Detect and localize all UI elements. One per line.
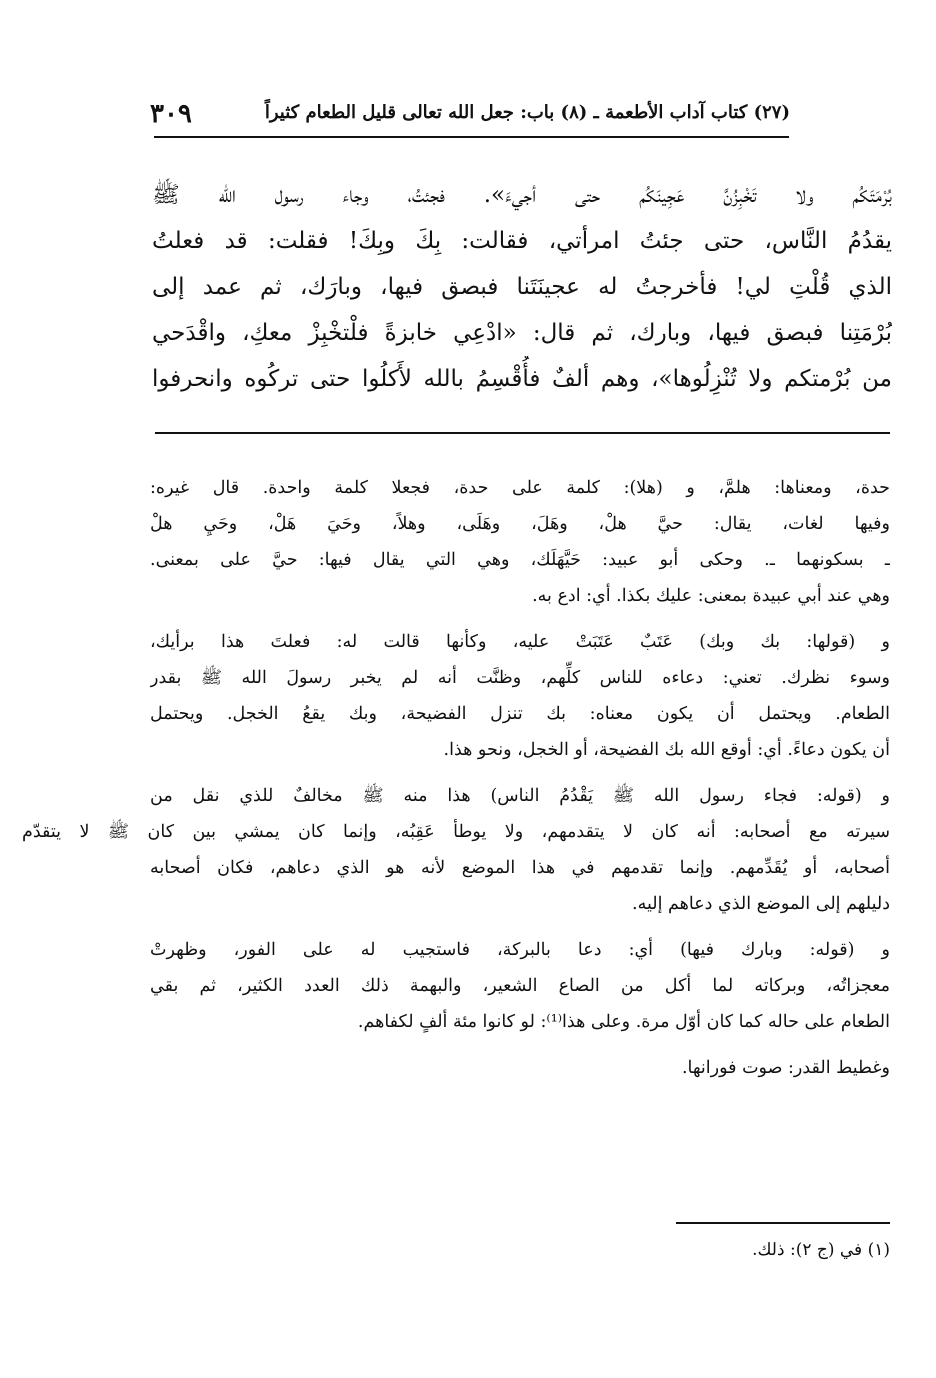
header-title: (٢٧) كتاب آداب الأطعمة ـ (٨) باب: جعل الله تعالى قليل الطعام كثيراً: [264, 102, 790, 123]
commentary-line: وفيها لغات، يقال: حيَّ هلْ، وهَلَ، وهَلَى، وهلاً، وحَيَ هَلْ، وحَيِ هلْ: [150, 514, 890, 534]
commentary-line: وغطيط القدر: صوت فورانها.: [681, 1058, 890, 1078]
commentary-line: وسوء نظرك. تعني: دعاءه للناس كلِّهم، وظنَّت أنه لم يخبر رسولَ الله ﷺ بقدر: [150, 668, 890, 688]
commentary-line: أن يكون دعاءً. أي: أوقع الله بك الفضيحة، أو الخجل، ونحو هذا.: [443, 740, 890, 760]
commentary-paragraph: [150, 1050, 890, 1086]
commentary-line: الطعام على حاله كما كان أوّل مرة. وعلى هذا⁽¹⁾: لو كانوا مئة ألفٍ لكفاهم.: [357, 1012, 890, 1032]
commentary-line: و (قوله: وبارك فيها) أي: دعا بالبركة، فاستجيب له على الفور، وظهرتْ: [150, 940, 890, 960]
hadith-line: بُرْمَتَكُم ولا تَخْبِزُنَّ عَجِينَكُم حتى أجيءَ». فجئتُ، وجاء رسول الله ﷺ: [152, 182, 892, 208]
header-rule: [154, 136, 789, 138]
section-separator: [155, 432, 890, 434]
commentary-paragraph: [22, 778, 890, 922]
commentary-line: و (قولها: بك وبك) عَتَبٌ عَتَبَتْ عليه، وكأنها قالت له: فعلتَ هذا برأيك،: [150, 632, 890, 652]
commentary-line: حدة، ومعناها: هلمَّ، و (هلا): كلمة على حدة، فجعلا كلمة واحدة. قال غيره:: [150, 478, 890, 498]
commentary-line: دليلهم إلى الموضع الذي دعاهم إليه.: [632, 894, 890, 914]
commentary-line-with-margin-note: سيرته مع أصحابه: أنه كان لا يتقدمهم، ولا يوطأ عَقِبُه، وإنما كان يمشي بين كان ﷺ لا يتقدّم: [22, 822, 890, 842]
commentary-line: ـ بسكونهما ـ. وحكى أبو عبيد: حَيَّهَلَك، وهي التي يقال فيها: حيَّ على بمعنى.: [150, 550, 890, 570]
commentary-paragraph: [150, 470, 890, 614]
commentary-text: [22, 470, 890, 1096]
commentary-line: و (قوله: فجاء رسول الله ﷺ يَقْدُمُ الناس) هذا منه ﷺ مخالفٌ للذي نقل من: [150, 786, 890, 806]
hadith-line: يقدُمُ النَّاس، حتى جئتُ امرأتي، فقالت: بِكَ وبِكَ! فقلت: قد فعلتُ: [152, 228, 892, 254]
hadith-line: بُرْمَتِنا فبصق فيها، وبارك، ثم قال: «ادْعِي خابزةً فلْتخْبِزْ معكِ، واقْدَحي: [152, 320, 892, 346]
hadith-line: الذي قُلْتِ لي! فأخرجتُ له عجينَتَنا فبصق فيها، وبارَك، ثم عمد إلى: [152, 274, 892, 300]
hadith-line: من بُرْمتكم ولا تُنْزِلُوها»، وهم ألفٌ فأُقْسِمُ بالله لأَكلُوا حتى تركُوه وانحرفوا: [152, 366, 892, 392]
commentary-line: أصحابه، أو يُقَدِّمهم. وإنما تقدمهم في هذا الموضع لأنه هو الذي دعاهم، فكان أصحابه: [150, 858, 890, 878]
footnote-rule: [676, 1222, 890, 1224]
footnote: (١) في (ج ٢): ذلك.: [752, 1240, 890, 1260]
commentary-line: وهي عند أبي عبيدة بمعنى: عليك بكذا. أي: ادع به.: [532, 586, 890, 606]
commentary-paragraph: [150, 624, 890, 768]
running-header: [150, 99, 790, 132]
commentary-line: الطعام. ويحتمل أن يكون معناه: بك تنزل الفضيحة، وبك يقعُ الخجل. ويحتمل: [150, 704, 890, 724]
commentary-paragraph: [150, 932, 890, 1040]
page-number: ٣٠٩: [150, 99, 192, 129]
commentary-line: معجزاتُه، وبركاته لما أكل من الصاع الشعير، والبهمة ذلك العدد الكثير، ثم بقي: [150, 976, 890, 996]
hadith-text: [152, 172, 892, 402]
